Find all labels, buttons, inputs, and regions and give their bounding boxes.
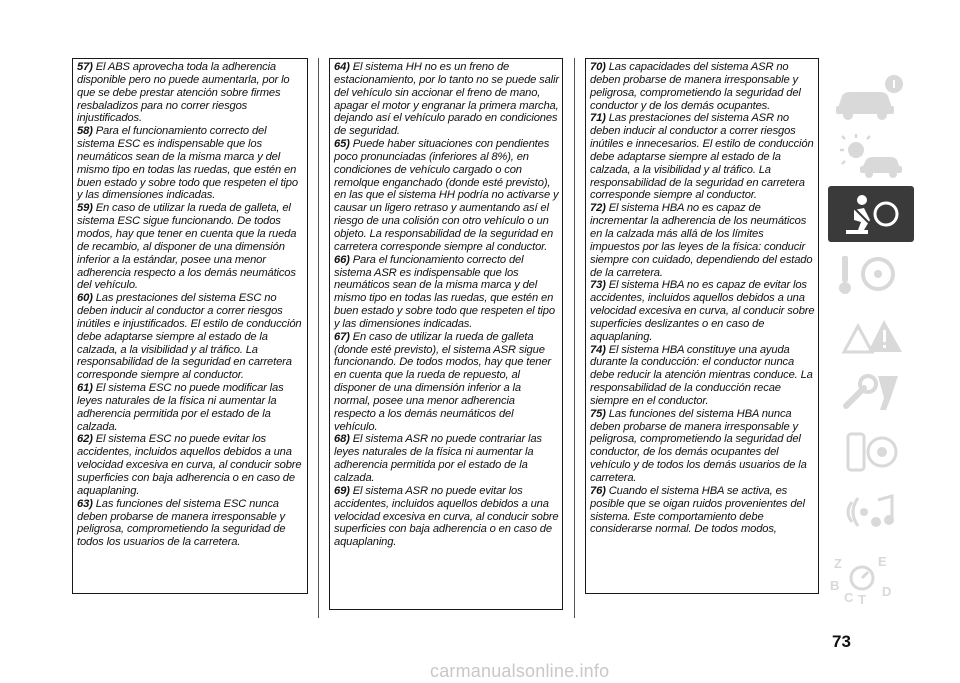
warning-note [77, 125, 304, 202]
multimedia-icon [828, 484, 914, 540]
note-number: 66) [334, 253, 350, 266]
note-text: El sistema HBA constituye una ayuda durante la conducción: el conductor nunca debe reducir la atención mientras conduce. La responsabilidad de la conducción recae siempre en el conductor. [590, 343, 813, 407]
section-tab-start-drive[interactable] [828, 246, 914, 302]
note-number: 71) [590, 112, 606, 125]
note-text: El sistema ESC no puede modificar las leyes naturales de la física ni aumentar la adherencia permitida por el estado de la calzada. [77, 382, 284, 433]
note-text: Las capacidades del sistema ASR no deben probarse de manera irresponsable y peligrosa, comprometiendo la seguridad del conductor y de los demás ocupantes. [590, 61, 801, 112]
column-divider [574, 58, 575, 618]
note-number: 65) [334, 138, 350, 151]
page-number: 73 [832, 632, 851, 651]
warning-note [334, 138, 559, 254]
index-letters-icon [828, 550, 914, 606]
note-text: Para el funcionamiento correcto del sistema ESC es indispensable que los neumáticos sean de la misma marca y del mismo tipo en todas las ruedas, que estén en buen estado y sobre todo que respeten el tipo y las dimensiones indicadas. [77, 125, 298, 202]
warning-note [77, 382, 304, 433]
column-divider [318, 58, 319, 618]
warning-note [334, 254, 559, 331]
note-text: El sistema HBA no es capaz de incrementar la adherencia de los neumáticos en la calzada más allá de los límites impuestos por las leyes de la física: conducir siempre con cuidado, dependiendo del estado de la carretera. [590, 202, 813, 279]
note-text: Las prestaciones del sistema ESC no deben inducir al conductor a correr riesgos inútiles e injustificados. El estilo de conducción debe adaptarse siempre al estado de la calzada, a la visibilidad y al tráfico. La responsabilidad de la seguridad en carretera corresponde siempre al conductor. [77, 292, 302, 382]
note-text: Las funciones del sistema ESC nunca deben probarse de manera irresponsable y peligrosa, comprometiendo la seguridad de todos los usuarios de la carretera. [77, 497, 286, 549]
notes-column-2 [329, 58, 563, 610]
note-text: Para el funcionamiento correcto del sistema ASR es indispensable que los neumáticos sean de la misma marca y del mismo tipo en todas las ruedas, que estén en buen estado y sobre todo que respeten el tipo y las dimensiones indicadas. [334, 253, 555, 330]
section-tab-technical-data[interactable] [828, 424, 914, 480]
note-text: En caso de utilizar la rueda de galleta (donde esté previsto), el sistema ASR sigue funcionando. De todos modos, hay que tener en cuenta que la rueda de repuesto, al disponer de una dimensión inferior a la normal, posee una menor adherencia respecto a los demás neumáticos del vehículo. [334, 330, 551, 433]
warning-note [590, 61, 815, 112]
note-number: 68) [334, 433, 350, 446]
note-number: 62) [77, 433, 93, 446]
note-number: 64) [334, 61, 350, 73]
section-tab-safety[interactable] [828, 186, 914, 242]
index-letter: C [844, 590, 854, 605]
warning-note [77, 202, 304, 292]
note-number: 72) [590, 202, 606, 215]
warning-note [77, 433, 304, 497]
notes-column-3 [585, 58, 819, 594]
warning-note [334, 485, 559, 549]
section-tab-index[interactable] [828, 550, 914, 606]
note-number: 60) [77, 292, 93, 305]
notes-column-1 [72, 58, 308, 594]
note-number: 59) [77, 202, 93, 215]
note-number: 70) [590, 61, 606, 73]
safety-airbag-icon [828, 186, 914, 242]
warning-triangle-icon [828, 306, 914, 362]
note-number: 57) [77, 61, 93, 73]
note-number: 74) [590, 343, 606, 356]
note-number: 67) [334, 330, 350, 343]
note-text: Cuando el sistema HBA se activa, es posible que se oigan ruidos provenientes del sistema. Este comportamiento debe considerarse normal. De todos modos, [590, 484, 805, 536]
note-text: Puede haber situaciones con pendientes poco pronunciadas (inferiores al 8%), en condiciones de vehículo cargado o con remolque enganchado (donde esté previsto), en las que el sistema HH podría no activarse y causar un ligero retraso y aumentando así el riesgo de una colisión con otro vehículo o un objeto. La responsabilidad de la seguridad en carretera corresponde siempre al conductor. [334, 138, 559, 253]
index-letter: T [858, 592, 866, 606]
note-number: 73) [590, 279, 606, 292]
note-text: En caso de utilizar la rueda de galleta, el sistema ESC sigue funcionando. De todos modos, hay que tener en cuenta que la rueda de recambio, al disponer de una dimensión inferior a la estándar, posee una menor adherencia respecto a los demás neumáticos del vehículo. [77, 202, 297, 292]
note-number: 69) [334, 484, 350, 497]
note-text: El sistema ESC no puede evitar los accidentes, incluidos aquellos debidos a una velocidad excesiva en curva, al conducir sobre superficies con baja adherencia o en caso de aquaplaning. [77, 433, 302, 497]
section-tab-emergency[interactable] [828, 306, 914, 362]
warning-note [77, 61, 304, 125]
index-letter: D [882, 584, 892, 599]
section-tab-dashboard[interactable] [828, 128, 914, 184]
warning-note [77, 498, 304, 549]
note-text: El sistema HH no es un freno de estacionamiento, por lo tanto no se puede salir del vehículo sin accionar el freno de mano, apagar el motor y engranar la primera marcha, dejando así el vehículo parado en condiciones de seguridad. [334, 61, 559, 138]
index-letter: Z [834, 556, 842, 571]
index-letter: B [830, 578, 840, 593]
note-text: El ABS aprovecha toda la adherencia disponible pero no puede aumentarla, por lo que se debe prestar atención sobre firmes resbaladizos para no correr riesgos injustificados. [77, 61, 290, 125]
dashboard-lights-icon [828, 128, 914, 184]
note-number: 61) [77, 382, 93, 395]
note-number: 63) [77, 497, 93, 510]
warning-note [590, 112, 815, 202]
warning-note [590, 344, 815, 408]
warning-note [334, 433, 559, 484]
section-tab-maintenance[interactable] [828, 364, 914, 420]
technical-data-icon [828, 424, 914, 480]
section-tab-multimedia[interactable] [828, 484, 914, 540]
car-info-icon [828, 68, 914, 124]
note-text: El sistema ASR no puede contrariar las leyes naturales de la física ni aumentar la adherencia permitida por el estado de la calzada. [334, 433, 542, 484]
warning-note [590, 408, 815, 485]
index-letter: E [878, 554, 887, 569]
warning-note [334, 61, 559, 138]
watermark: carmanualsonline.info [430, 661, 610, 681]
note-number: 76) [590, 484, 606, 497]
service-wrench-icon [828, 364, 914, 420]
note-text: Las prestaciones del sistema ASR no deben inducir al conductor a correr riesgos inútiles e innecesarios. El estilo de conducción debe adaptarse siempre al estado de la calzada, a la visibilidad y al tráfico. La responsabilidad de la seguridad en carretera corresponde siempre al conductor. [590, 112, 814, 202]
warning-note [334, 331, 559, 434]
note-text: El sistema HBA no es capaz de evitar los accidentes, incluidos aquellos debidos a una velocidad excesiva en curva, al conducir sobre superficies deslizantes o en caso de aquaplaning. [590, 279, 815, 343]
section-tab-car-info[interactable] [828, 68, 914, 124]
warning-note [590, 202, 815, 279]
warning-note [77, 292, 304, 382]
steering-key-icon [828, 246, 914, 302]
note-text: El sistema ASR no puede evitar los accidentes, incluidos aquellos debidos a una velocidad excesiva en curva, al conducir sobre superficies con baja adherencia o en caso de aquaplaning. [334, 484, 559, 549]
warning-note [590, 485, 815, 536]
note-number: 58) [77, 125, 93, 138]
warning-note [590, 279, 815, 343]
note-text: Las funciones del sistema HBA nunca deben probarse de manera irresponsable y peligrosa, comprometiendo la seguridad del conductor, de los demás ocupantes del vehículo y de todos los demás usuarios de la carretera. [590, 407, 807, 484]
note-number: 75) [590, 407, 606, 420]
